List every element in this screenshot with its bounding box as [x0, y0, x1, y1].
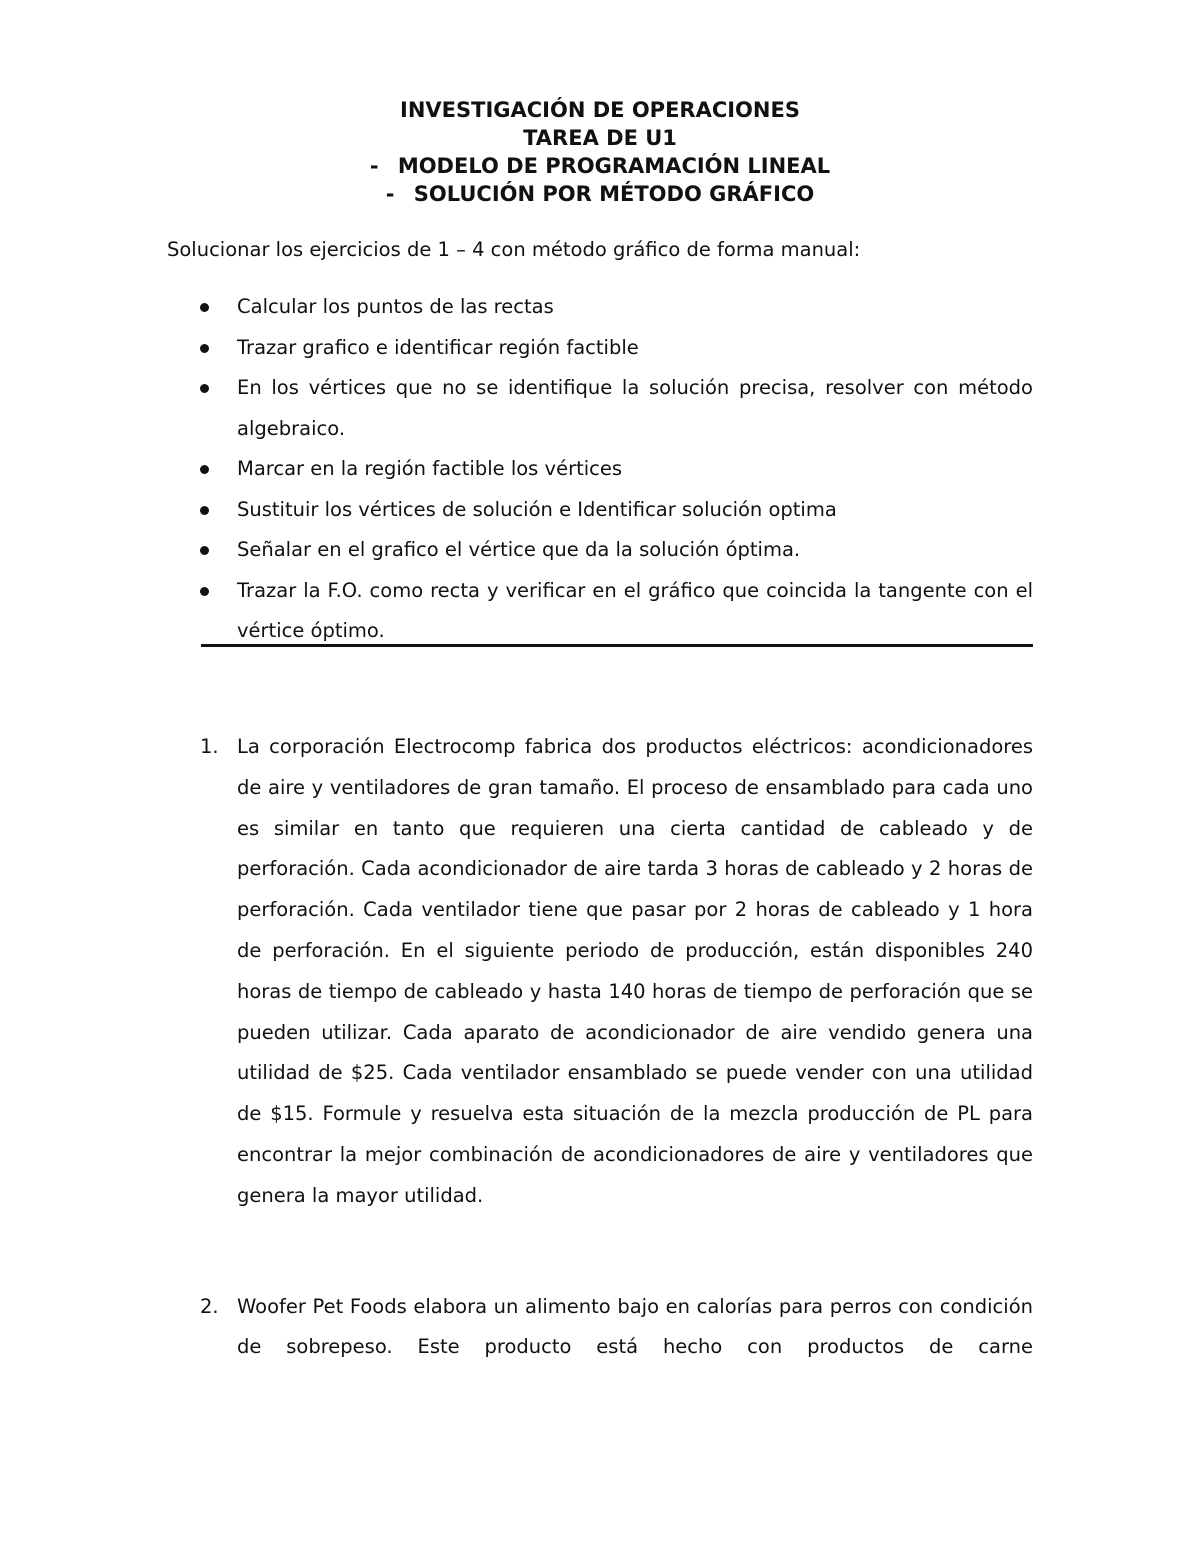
- bullet-icon: [200, 465, 209, 474]
- topic-text-1: MODELO DE PROGRAMACIÓN LINEAL: [397, 154, 831, 178]
- problem-text: Woofer Pet Foods elabora un alimento bajo en calorías para perros con condición de sobrepeso. Este producto está hecho con productos de carne: [237, 1294, 1033, 1359]
- bullet-icon: [200, 587, 209, 596]
- intro-paragraph: Solucionar los ejercicios de 1 – 4 con método gráfico de forma manual:: [167, 238, 861, 261]
- problem-number: 1.: [200, 735, 219, 758]
- course-title: INVESTIGACIÓN DE OPERACIONES: [400, 98, 800, 122]
- instruction-text: Calcular los puntos de las rectas: [237, 295, 554, 318]
- problem-text: La corporación Electrocomp fabrica dos productos eléctricos: acondicionadores de aire y ventiladores de gran tamaño. El proceso de ensamblado para cada uno es similar en tanto que requieren una cierta cantidad de cableado y de perforación. Cada acondicionador de aire tarda 3 horas de cableado y 2 horas de perforación. Cada ventilador tiene que pasar por 2 horas de cableado y 1 hora de perforación. En el siguiente periodo de producción, están disponibles 240 horas de tiempo de cableado y hasta 140 horas de tiempo de perforación que se pueden utilizar. Cada aparato de acondicionador de aire vendido genera una utilidad de $25. Cada ventilador ensamblado se puede vender con una utilidad de $15. Formule y resuelva esta situación de la mezcla producción de PL para encontrar la mejor combinación de acondicionadores de aire y ventiladores que genera la mayor utilidad.: [237, 735, 1033, 1207]
- bullet-icon: [200, 506, 209, 515]
- section-divider: [201, 644, 1033, 647]
- instruction-text: Señalar en el grafico el vértice que da la solución óptima.: [237, 538, 801, 561]
- bullet-icon: [200, 303, 209, 312]
- instruction-item: [195, 530, 1033, 571]
- instruction-item: [195, 490, 1033, 531]
- instruction-text: Trazar la F.O. como recta y verificar en el gráfico que coincida la tangente con el vértice óptimo.: [237, 578, 1033, 642]
- topic-line-2: [0, 180, 1200, 208]
- problem-item-2: [195, 1287, 1033, 1369]
- instruction-text: Sustituir los vértices de solución e Identificar solución optima: [237, 497, 837, 521]
- instructions-list: [195, 287, 1033, 652]
- bullet-icon: [200, 546, 209, 555]
- problems-list: [195, 727, 1033, 1368]
- bullet-icon: [200, 384, 209, 393]
- instruction-text: En los vértices que no se identifique la solución precisa, resolver con método algebraico.: [237, 376, 1033, 440]
- topic-dash-2: -: [385, 182, 395, 206]
- topic-text-2: SOLUCIÓN POR MÉTODO GRÁFICO: [413, 182, 815, 206]
- topic-line-1: [0, 152, 1200, 180]
- instruction-text: Trazar grafico e identificar región factible: [237, 335, 639, 359]
- topic-dash-1: -: [369, 154, 379, 178]
- instruction-item: [195, 328, 1033, 369]
- assignment-title: TAREA DE U1: [523, 126, 677, 150]
- instruction-item: [195, 368, 1033, 449]
- bullet-icon: [200, 344, 209, 353]
- problem-item-1: [195, 727, 1033, 1217]
- instruction-item: [195, 287, 1033, 328]
- problem-number: 2.: [200, 1294, 219, 1318]
- instruction-text: Marcar en la región factible los vértices: [237, 457, 623, 480]
- instruction-item: [195, 571, 1033, 652]
- instruction-item: [195, 449, 1033, 490]
- document-header: [0, 96, 1200, 208]
